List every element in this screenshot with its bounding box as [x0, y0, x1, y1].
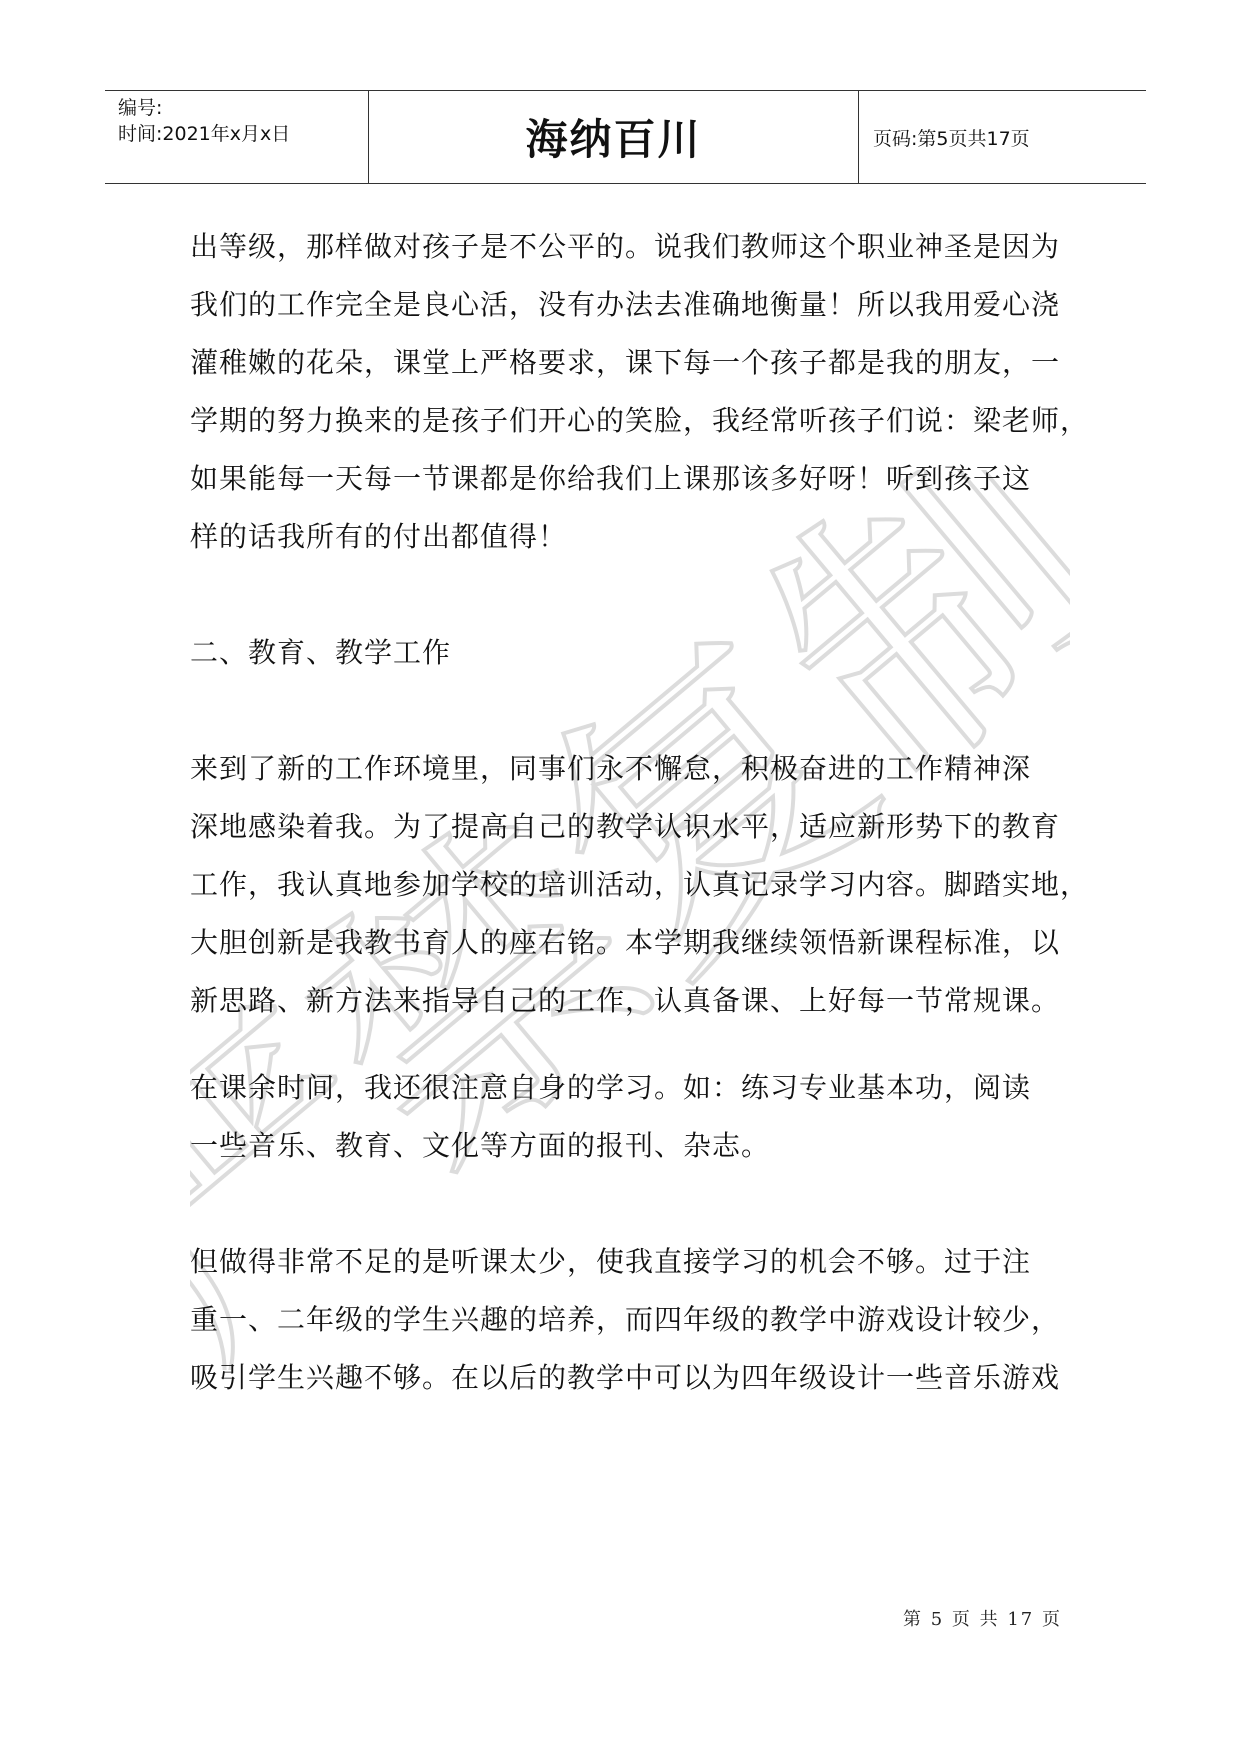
page-header: [105, 90, 1146, 184]
paragraph-3: [190, 1059, 1070, 1175]
text-line: 重一、二年级的学生兴趣的培养，而四年级的教学中游戏设计较少，: [190, 1303, 1061, 1336]
header-meta: [105, 91, 369, 183]
header-page-info: 页码:第5页共17页: [873, 127, 1030, 150]
text-line: 学期的努力换来的是孩子们开心的笑脸，我经常听孩子们说：梁老师，: [190, 404, 1090, 437]
watermark-text: 严禁复制: [190, 470, 1070, 1370]
text-line: 吸引学生兴趣不够。在以后的教学中可以为四年级设计一些音乐游戏: [190, 1361, 1061, 1394]
text-line: 灌稚嫩的花朵，课堂上严格要求，课下每一个孩子都是我的朋友，一: [190, 346, 1061, 379]
paragraph-4: [190, 1233, 1070, 1407]
document-body: [190, 218, 1090, 1407]
text-line: 大胆创新是我教书育人的座右铭。本学期我继续领悟新课程标准，以: [190, 926, 1061, 959]
text-line: 新思路、新方法来指导自己的工作，认真备课、上好每一节常规课。: [190, 984, 1061, 1017]
paragraph-1: [190, 218, 1090, 566]
text-line: 如果能每一天每一节课都是你给我们上课那该多好呀！听到孩子这: [190, 462, 1032, 495]
text-line: 在课余时间，我还很注意自身的学习。如：练习专业基本功，阅读: [190, 1071, 1032, 1104]
text-line: 深地感染着我。为了提高自己的教学认识水平，适应新形势下的教育: [190, 810, 1061, 843]
text-line: 但做得非常不足的是听课太少，使我直接学习的机会不够。过于注: [190, 1245, 1032, 1278]
page-footer: 第 5 页 共 17 页: [903, 1609, 1062, 1630]
text-line: 来到了新的工作环境里，同事们永不懈怠，积极奋进的工作精神深: [190, 752, 1032, 785]
text-line: 出等级，那样做对孩子是不公平的。说我们教师这个职业神圣是因为: [190, 230, 1061, 263]
header-time-label: 时间:2021年x月x日: [118, 123, 291, 145]
header-number-label: 编号:: [118, 97, 163, 119]
header-company-title: 海纳百川: [369, 91, 859, 183]
text-line: 一些音乐、教育、文化等方面的报刊、杂志。: [190, 1129, 771, 1162]
text-line: 样的话我所有的付出都值得！: [190, 520, 568, 553]
text-line: 我们的工作完全是良心活，没有办法去准确地衡量！所以我用爱心浇: [190, 288, 1061, 321]
section-heading-text: 二、教育、教学工作: [190, 636, 452, 669]
section-heading: [190, 624, 1070, 682]
text-line: 工作，我认真地参加学校的培训活动，认真记录学习内容。脚踏实地，: [190, 868, 1090, 901]
paragraph-2: [190, 740, 1090, 1030]
